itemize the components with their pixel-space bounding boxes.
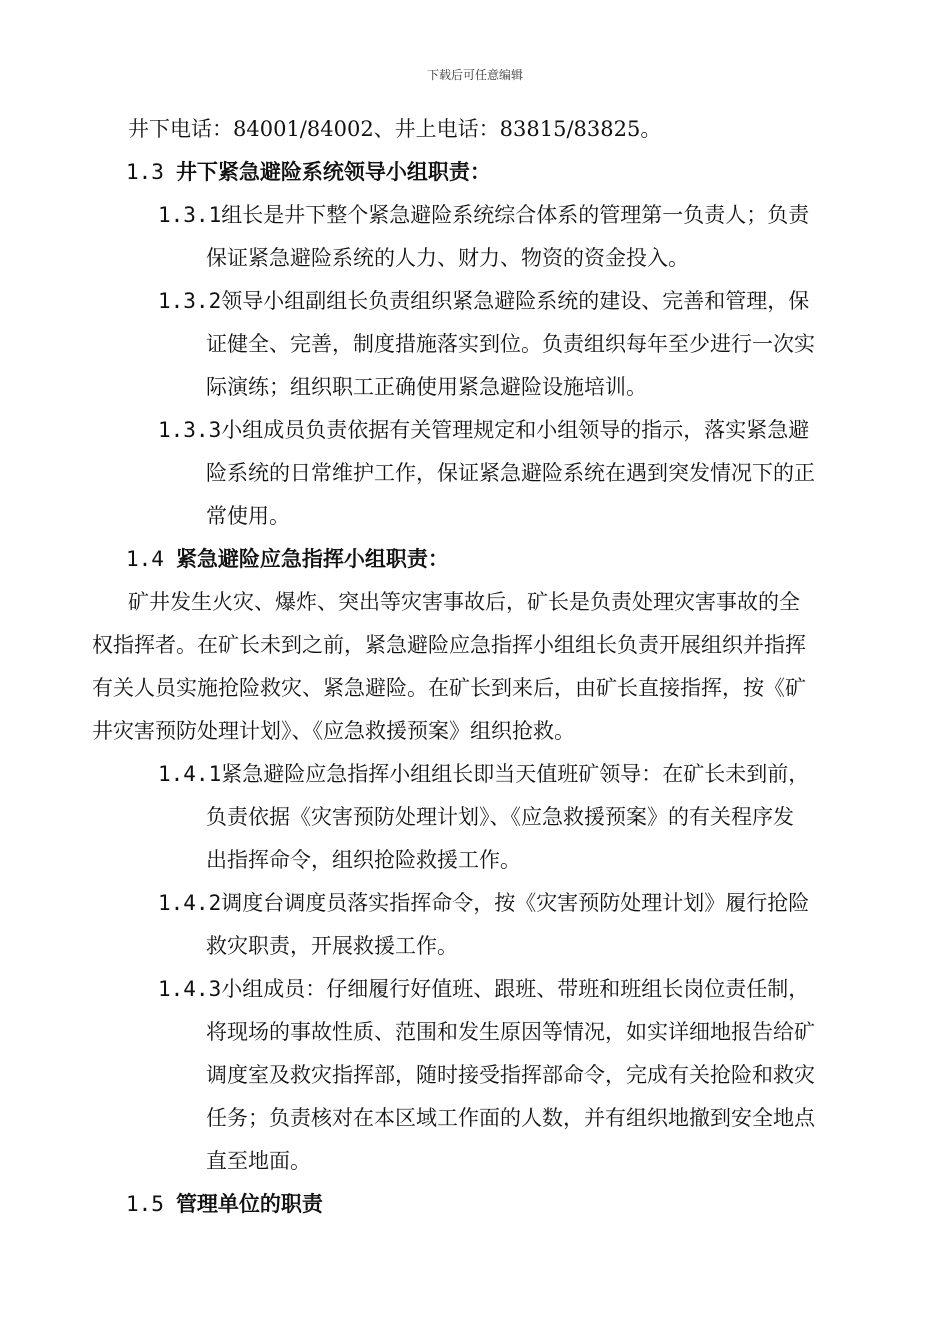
item-text-continued: 救灾职责，开展救援工作。 — [206, 934, 458, 958]
item-label: 1.3.1 — [158, 203, 222, 227]
section-number: 1.3 — [126, 160, 164, 184]
list-item-1-4-1 — [92, 753, 860, 882]
item-text-continued: 险系统的日常维护工作，保证紧急避险系统在遇到突发情况下的正 — [206, 461, 815, 485]
section-title: 管理单位的职责 — [175, 1192, 323, 1216]
item-label: 1.4.3 — [158, 977, 222, 1001]
list-item-1-4-3 — [92, 968, 860, 1183]
paragraph-line: 权指挥者。在矿长未到之前，紧急避险应急指挥小组组长负责开展组织并指挥 — [92, 633, 806, 657]
section-heading-1-3 — [92, 151, 860, 194]
item-text-continued: 任务；负责核对在本区域工作面的人数，并有组织地撤到安全地点 — [206, 1106, 815, 1130]
item-text-continued: 出指挥命令，组织抢险救援工作。 — [206, 848, 521, 872]
item-text-continued: 常使用。 — [206, 504, 290, 528]
paragraph-line: 有关人员实施抢险救灾、紧急避险。在矿长到来后，由矿长直接指挥，按《矿 — [92, 676, 806, 700]
list-item-1-4-2 — [92, 882, 860, 968]
phone-line: 井下电话：84001/84002、井上电话：83815/83825。 — [128, 117, 662, 141]
section-heading-1-5 — [92, 1183, 860, 1226]
list-item-1-3-3 — [92, 409, 860, 538]
paragraph-line: 井灾害预防处理计划》、《应急救援预案》组织抢救。 — [92, 719, 575, 743]
item-text: 小组成员：仔细履行好值班、跟班、带班和班组长岗位责任制， — [221, 977, 810, 1001]
header-note: 下载后可任意编辑 — [426, 68, 523, 82]
item-text: 紧急避险应急指挥小组组长即当天值班矿领导：在矿长未到前， — [221, 762, 810, 786]
section-number: 1.5 — [126, 1192, 164, 1216]
item-text-continued: 际演练；组织职工正确使用紧急避险设施培训。 — [206, 375, 647, 399]
item-text: 组长是井下整个紧急避险系统综合体系的管理第一负责人；负责 — [221, 203, 810, 227]
list-item-1-3-1 — [92, 194, 860, 280]
item-text-continued: 保证紧急避险系统的人力、财力、物资的资金投入。 — [206, 246, 689, 270]
item-text: 调度台调度员落实指挥命令，按《灾害预防处理计划》履行抢险 — [221, 891, 810, 915]
item-text-continued: 证健全、完善，制度措施落实到位。负责组织每年至少进行一次实 — [206, 332, 815, 356]
item-label: 1.4.1 — [158, 762, 222, 786]
item-label: 1.3.3 — [158, 418, 222, 442]
paragraph-1-4 — [92, 581, 860, 753]
section-number: 1.4 — [126, 547, 164, 571]
section-heading-1-4 — [92, 538, 860, 581]
item-text-continued: 直至地面。 — [206, 1149, 311, 1173]
item-text: 领导小组副组长负责组织紧急避险系统的建设、完善和管理，保 — [221, 289, 810, 313]
paragraph-line: 矿井发生火灾、爆炸、突出等灾害事故后，矿长是负责处理灾害事故的全 — [128, 590, 800, 614]
item-label: 1.3.2 — [158, 289, 222, 313]
document-body — [92, 108, 860, 1226]
item-text-continued: 将现场的事故性质、范围和发生原因等情况，如实详细地报告给矿 — [206, 1020, 815, 1044]
item-text-continued: 调度室及救灾指挥部，随时接受指挥部命令，完成有关抢险和救灾 — [206, 1063, 815, 1087]
section-title: 井下紧急避险系统领导小组职责： — [175, 160, 491, 184]
list-item-1-3-2 — [92, 280, 860, 409]
section-title: 紧急避险应急指挥小组职责： — [175, 547, 449, 571]
item-label: 1.4.2 — [158, 891, 222, 915]
item-text: 小组成员负责依据有关管理规定和小组领导的指示，落实紧急避 — [221, 418, 810, 442]
item-text-continued: 负责依据《灾害预防处理计划》、《应急救援预案》的有关程序发 — [206, 805, 794, 829]
